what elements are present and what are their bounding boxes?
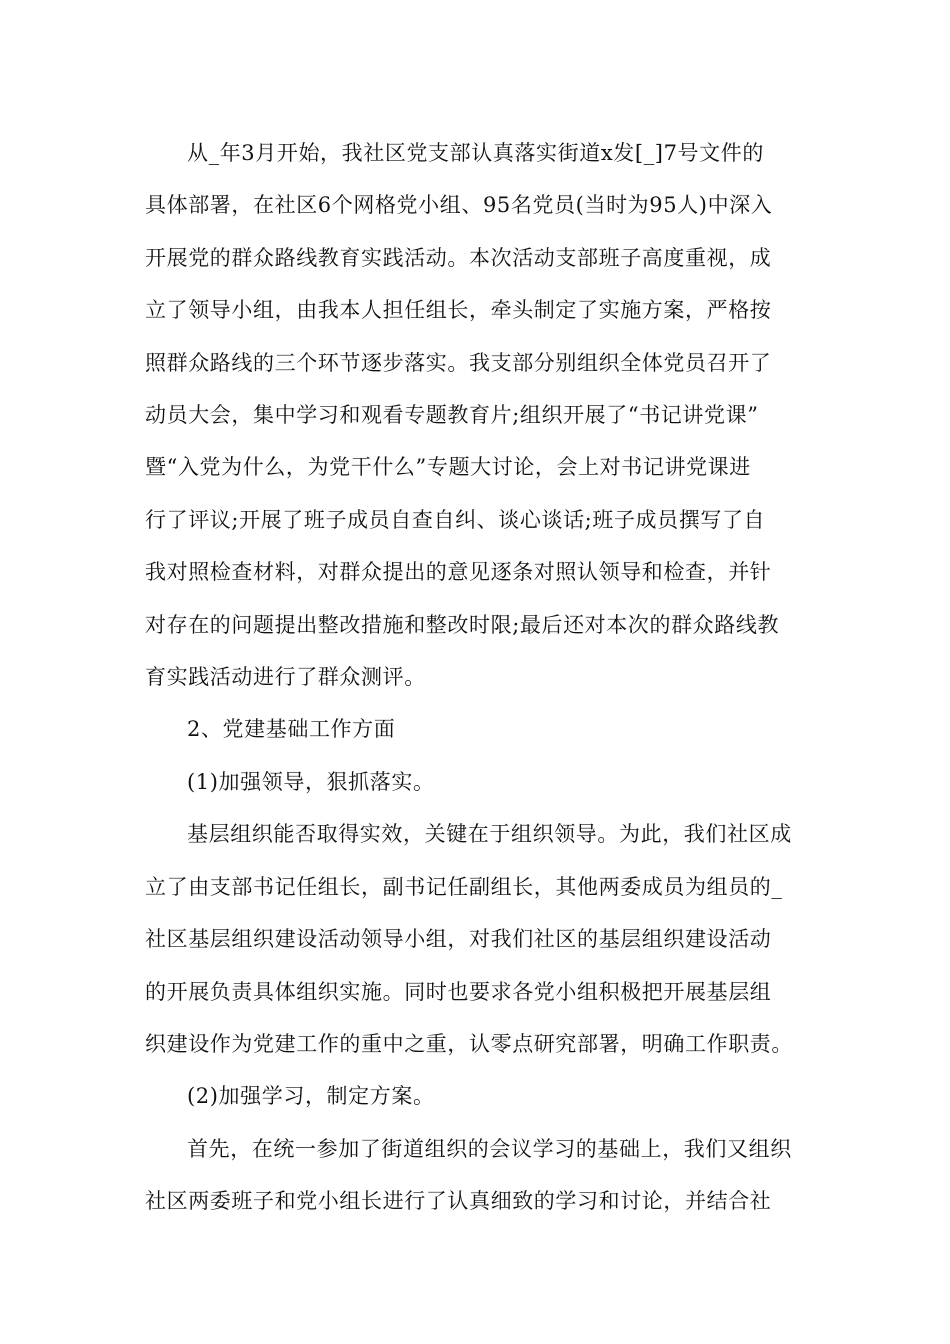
text-line: 基层组织能否取得实效，关键在于组织领导。为此，我们社区成 xyxy=(187,822,792,847)
document-body xyxy=(145,127,800,1228)
text-line: 对存在的问题提出整改措施和整改时限;最后还对本次的群众路线教 xyxy=(145,612,780,637)
text-line: 育实践活动进行了群众测评。 xyxy=(145,665,426,690)
heading-text: (2)加强学习，制定方案。 xyxy=(187,1084,435,1109)
paragraph-leadership xyxy=(145,808,800,1070)
text-line: 暨“入党为什么，为党干什么”专题大讨论，会上对书记讲党课进 xyxy=(145,455,751,480)
text-line: 开展党的群众路线教育实践活动。本次活动支部班子高度重视，成 xyxy=(145,245,772,270)
text-line: 织建设作为党建工作的重中之重，认零点研究部署，明确工作职责。 xyxy=(145,1031,793,1056)
text-line: 动员大会，集中学习和观看专题教育片;组织开展了“书记讲党课” xyxy=(145,403,759,428)
text-line: 我对照检查材料，对群众提出的意见逐条对照认领导和检查，并针 xyxy=(145,560,772,585)
subsection-heading xyxy=(145,756,800,808)
text-line: 立了领导小组，由我本人担任组长，牵头制定了实施方案，严格按 xyxy=(145,298,772,323)
heading-text: 2、党建基础工作方面 xyxy=(187,717,396,742)
text-line: 立了由支部书记任组长，副书记任副组长，其他两委成员为组员的_ xyxy=(145,874,783,899)
heading-text: (1)加强领导，狠抓落实。 xyxy=(187,769,435,794)
subsection-heading xyxy=(145,1070,800,1122)
text-line: 照群众路线的三个环节逐步落实。我支部分别组织全体党员召开了 xyxy=(145,350,772,375)
text-line: 行了评议;开展了班子成员自查自纠、谈心谈话;班子成员撰写了自 xyxy=(145,507,766,532)
text-line: 社区两委班子和党小组长进行了认真细致的学习和讨论，并结合社 xyxy=(145,1189,772,1214)
section-heading xyxy=(145,703,800,755)
text-line: 从_年3月开始，我社区党支部认真落实街道x发[_]7号文件的 xyxy=(187,141,764,165)
text-line: 首先，在统一参加了街道组织的会议学习的基础上，我们又组织 xyxy=(187,1136,792,1161)
paragraph-study xyxy=(145,1123,800,1228)
text-line: 的开展负责具体组织实施。同时也要求各党小组积极把开展基层组 xyxy=(145,979,772,1004)
text-line: 社区基层组织建设活动领导小组，对我们社区的基层组织建设活动 xyxy=(145,927,772,952)
text-line: 具体部署，在社区6个网格党小组、95名党员(当时为95人)中深入 xyxy=(145,193,773,218)
paragraph-implementation xyxy=(145,127,800,703)
